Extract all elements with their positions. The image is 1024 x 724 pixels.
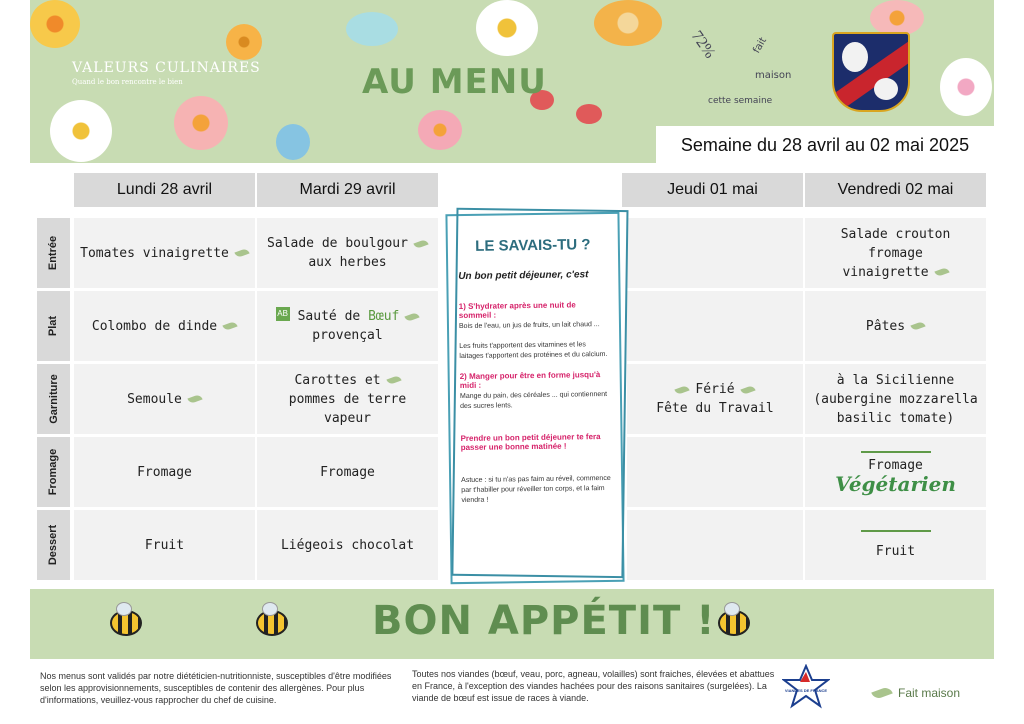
flower-white-icon <box>50 100 112 162</box>
footer-viandes: Toutes nos viandes (bœuf, veau, porc, agneau, volailles) sont fraiches, élevées et abattues en France, à l'exception des viandes hachées pour des raisons sanitaires (surgelées). La viande de bœuf est issue de races à viande. <box>412 669 775 703</box>
leaf-icon <box>413 238 428 248</box>
row-label-dessert: Dessert <box>37 510 70 580</box>
page-title: AU MENU <box>362 62 547 102</box>
cell-mardi-entree: Salade de boulgour aux herbes <box>257 218 438 288</box>
bird-icon <box>346 12 398 46</box>
row-label-garniture: Garniture <box>37 364 70 434</box>
cell-vendredi-dessert: Fruit <box>805 510 986 580</box>
cell-vendredi-entree: Salade crouton fromage vinaigrette <box>805 218 986 288</box>
bird-icon <box>276 124 310 160</box>
flower-white-icon <box>940 58 992 116</box>
fait-maison-fait: fait <box>751 35 770 56</box>
leaf-icon <box>386 375 401 385</box>
week-label: Semaine du 28 avril au 02 mai 2025 <box>656 126 994 164</box>
day-header-vendredi: Vendredi 02 mai <box>805 173 986 207</box>
bee-icon <box>110 610 142 636</box>
cell-jeudi-entree <box>627 218 803 288</box>
fait-maison-maison: maison <box>755 70 792 81</box>
boeuf-highlight: Bœuf <box>368 309 400 324</box>
brand-subtitle: Quand le bon rencontre le bien <box>72 78 183 86</box>
flower-yellow-icon <box>30 0 80 48</box>
bee-icon <box>718 610 750 636</box>
leaf-icon <box>675 384 690 394</box>
leaf-icon <box>234 248 249 258</box>
row-label-plat: Plat <box>37 291 70 361</box>
cell-lundi-plat: Colombo de dinde <box>74 291 255 361</box>
flower-orange-icon <box>226 24 262 60</box>
flower-pink-icon <box>418 110 462 150</box>
cell-mardi-plat: AB Sauté de Bœuf provençal <box>257 291 438 361</box>
bee-icon <box>256 610 288 636</box>
cell-lundi-dessert: Fruit <box>74 510 255 580</box>
savais-tu-title: LE SAVAIS-TU ? <box>475 236 591 255</box>
cell-lundi-entree: Tomates vinaigrette <box>74 218 255 288</box>
fait-maison-legend: Fait maison <box>872 682 960 701</box>
cell-jeudi-fromage <box>627 437 803 507</box>
row-label-fromage: Fromage <box>37 437 70 507</box>
day-header-jeudi: Jeudi 01 mai <box>622 173 803 207</box>
leaf-garland-icon <box>861 530 931 536</box>
flower-red-icon <box>576 104 602 124</box>
footer-disclaimer: Nos menus sont validés par notre diététicien-nutritionniste, susceptibles d'être modifiées selon les approvisionnements, susceptibles de contenir des allergènes. Pour plus d'informations, veuillez-vous rapprocher du chef de cuisine. <box>40 671 392 705</box>
brand-title: VALEURS CULINAIRES <box>72 60 261 76</box>
leaf-icon <box>910 321 925 331</box>
leaf-icon <box>871 685 893 699</box>
leaf-icon <box>187 394 202 404</box>
savais-tu-subtitle: Un bon petit déjeuner, c'est <box>458 269 589 283</box>
leaf-icon <box>223 321 238 331</box>
cell-jeudi-dessert <box>627 510 803 580</box>
ferie-label: Férié <box>695 382 735 397</box>
leaf-icon <box>405 311 420 321</box>
fait-maison-cette-semaine: cette semaine <box>708 96 773 106</box>
cell-jeudi-plat <box>627 291 803 361</box>
bio-label-icon: AB <box>276 307 290 321</box>
fete-label: Fête du Travail <box>656 401 774 416</box>
day-header-lundi: Lundi 28 avril <box>74 173 255 207</box>
cell-mardi-dessert: Liégeois chocolat <box>257 510 438 580</box>
cell-lundi-garniture: Semoule <box>74 364 255 434</box>
flower-pink-icon <box>870 0 924 36</box>
cell-jeudi-garniture <box>627 364 803 434</box>
day-header-mardi: Mardi 29 avril <box>257 173 438 207</box>
cell-mardi-garniture: Carottes et pommes de terre vapeur <box>257 364 438 434</box>
bon-appetit-text: BON APPÉTIT ! <box>372 598 716 644</box>
leaf-icon <box>740 384 755 394</box>
flower-pink-icon <box>174 96 228 150</box>
viandes-de-france-logo <box>782 664 830 710</box>
city-crest-icon <box>832 32 910 112</box>
cell-lundi-fromage: Fromage <box>74 437 255 507</box>
leaf-icon <box>934 267 949 277</box>
fait-maison-percent: 72% <box>687 27 719 62</box>
flower-white-icon <box>476 0 538 56</box>
le-savais-tu-panel: LE SAVAIS-TU ? Un bon petit déjeuner, c'est 1) S'hydrater après une nuit de sommeil : Bois de l'eau, un jus de fruits, un lait chaud ... Les fruits t'apportent des vitamines et les laitages t'apportent des protéines et du calcium. 2) Manger pour être en forme jusqu'à midi : Mange du pain, des céréales ... qui contiennent des sucres lents. Prendre un bon petit déjeuner te fera passer une bonne matinée ! Astuce : si tu n'as pas faim au réveil, commence par t'habiller pour réveiller ton corps, et la faim viendra ! <box>445 212 624 584</box>
brand-logo <box>72 60 261 86</box>
flower-orange-icon <box>594 0 662 46</box>
row-label-entree: Entrée <box>37 218 70 288</box>
cell-vendredi-plat: Pâtes <box>805 291 986 361</box>
vdf-label: VIANDES DE FRANCE <box>784 688 828 693</box>
cell-vendredi-garniture: à la Sicilienne (aubergine mozzarella basilic tomate) <box>805 364 986 434</box>
cell-vendredi-fromage: Fromage Végétarien <box>805 437 986 507</box>
vegetarien-label: Végétarien <box>835 472 956 496</box>
cell-mardi-fromage: Fromage <box>257 437 438 507</box>
